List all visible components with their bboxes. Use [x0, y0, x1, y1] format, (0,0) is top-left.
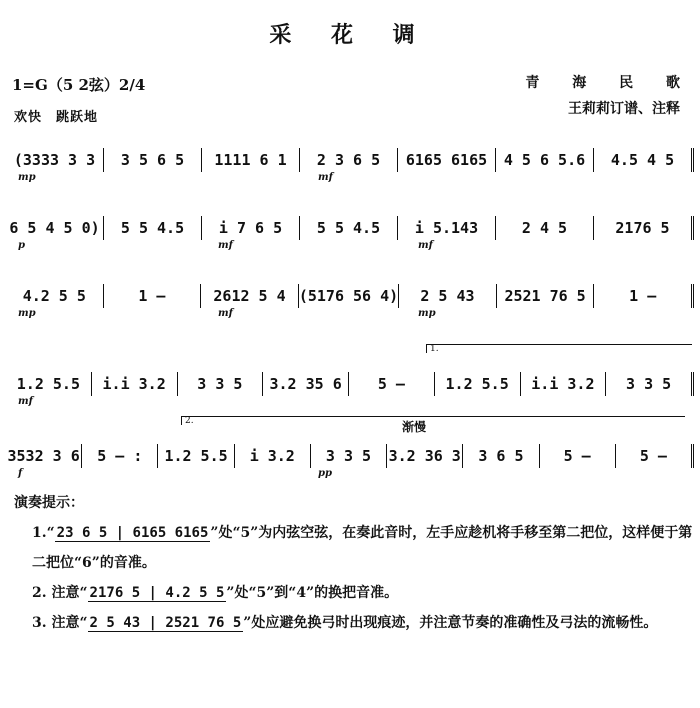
measure: 5 5 4.5: [300, 216, 398, 240]
staff-line: [6, 264, 694, 326]
measure: 3.2 35 6: [263, 372, 349, 396]
measure: 2 4 5: [496, 216, 594, 240]
measure: (3333 3 3: [6, 148, 104, 172]
measure: 6165 6165: [398, 148, 496, 172]
measure: 4.5 4 5: [594, 148, 694, 172]
tips-heading: 演奏提示：: [14, 495, 84, 511]
origin-label: 青 海 民 歌: [525, 75, 694, 91]
dynamic-mark: mf: [218, 308, 233, 319]
dynamic-mark: mf: [18, 396, 33, 407]
tempo-marking: 欢快 跳跃地: [14, 110, 99, 125]
measure: 5 — :: [82, 444, 158, 468]
measure: 1 —: [594, 284, 694, 308]
performance-tips: [14, 488, 694, 638]
measure: i.i 3.2: [92, 372, 178, 396]
measure: 3.2 36 3: [387, 444, 463, 468]
measure: 3 5 6 5: [104, 148, 202, 172]
tip-lead: 3. 注意“: [32, 615, 88, 631]
score-title: 采 花 调: [269, 22, 431, 48]
measure: 1 —: [104, 284, 202, 308]
staff-notes: [6, 216, 694, 240]
measure: 6 5 4 5 0): [6, 216, 104, 240]
measure: 4 5 6 5.6: [496, 148, 594, 172]
tip-2: [14, 578, 694, 608]
credits: [525, 70, 694, 122]
dynamic-mark: mp: [418, 308, 436, 319]
measure: 3 3 5: [311, 444, 387, 468]
tip-1: [14, 518, 694, 578]
tip-3: [14, 608, 694, 638]
measure: i 5.143: [398, 216, 496, 240]
staff-line: [6, 344, 694, 414]
measure: 2176 5: [594, 216, 694, 240]
ritardando-mark: 渐慢: [402, 420, 427, 434]
measure: 3532 3 6: [6, 444, 82, 468]
measure: 1111 6 1: [202, 148, 300, 172]
staff-line: [6, 196, 694, 258]
staff-notes: [6, 372, 694, 396]
tip-lead: 2. 注意“: [32, 585, 88, 601]
measure: 1.2 5.5: [158, 444, 234, 468]
measure: 2521 76 5: [497, 284, 595, 308]
dynamic-mark: mp: [18, 172, 36, 183]
staff-notes: [6, 444, 694, 468]
measure: 3 3 5: [606, 372, 694, 396]
dynamic-mark: pp: [318, 468, 332, 479]
measure: 1.2 5.5: [6, 372, 92, 396]
measure: 5 —: [616, 444, 694, 468]
dynamic-mark: p: [18, 240, 25, 251]
dynamic-mark: mf: [318, 172, 333, 183]
tip-snippet: 2 5 43 | 2521 76 5: [89, 615, 242, 631]
measure: 4.2 5 5: [6, 284, 104, 308]
dynamic-mark: mp: [18, 308, 36, 319]
measure: 3 3 5: [178, 372, 264, 396]
tip-snippet: 23 6 5 | 6165 6165: [56, 525, 209, 541]
measure: 2 3 6 5: [300, 148, 398, 172]
measure: i 7 6 5: [202, 216, 300, 240]
dynamic-mark: mf: [218, 240, 233, 251]
measure: 2612 5 4: [201, 284, 299, 308]
dynamic-mark: mf: [418, 240, 433, 251]
measure: i.i 3.2: [521, 372, 607, 396]
staff-notes: [6, 148, 694, 172]
measure: 3 6 5: [463, 444, 539, 468]
key-signature: 1=G（5 2弦）2/4: [12, 76, 146, 94]
staff-line: [6, 416, 694, 486]
tip-text: ”处“5”到“4”的换把音准。: [226, 585, 399, 601]
measure: 1.2 5.5: [435, 372, 521, 396]
measure: (5176 56 4): [299, 284, 399, 308]
measure: 2 5 43: [399, 284, 497, 308]
measure: i 3.2: [235, 444, 311, 468]
editor-label: 王莉莉订谱、注释: [568, 101, 680, 117]
volta-bracket: 2.: [181, 416, 685, 425]
tip-snippet: 2176 5 | 4.2 5 5: [89, 585, 225, 601]
tip-lead: 1.“: [32, 525, 55, 541]
measure: 5 —: [540, 444, 616, 468]
staff-notes: [6, 284, 694, 308]
measure: 5 5 4.5: [104, 216, 202, 240]
staff-line: [6, 128, 694, 190]
tip-text: ”处“5”为内弦空弦，在奏此音时，左手应趁机将手移至第二把位，这样便于第二把位“6”的音准。: [32, 525, 693, 571]
volta-bracket: 1.: [426, 344, 692, 353]
measure: 5 —: [349, 372, 435, 396]
tip-text: ”处应避免换弓时出现痕迹，并注意节奏的准确性及弓法的流畅性。: [243, 615, 658, 631]
dynamic-mark: f: [18, 468, 23, 479]
